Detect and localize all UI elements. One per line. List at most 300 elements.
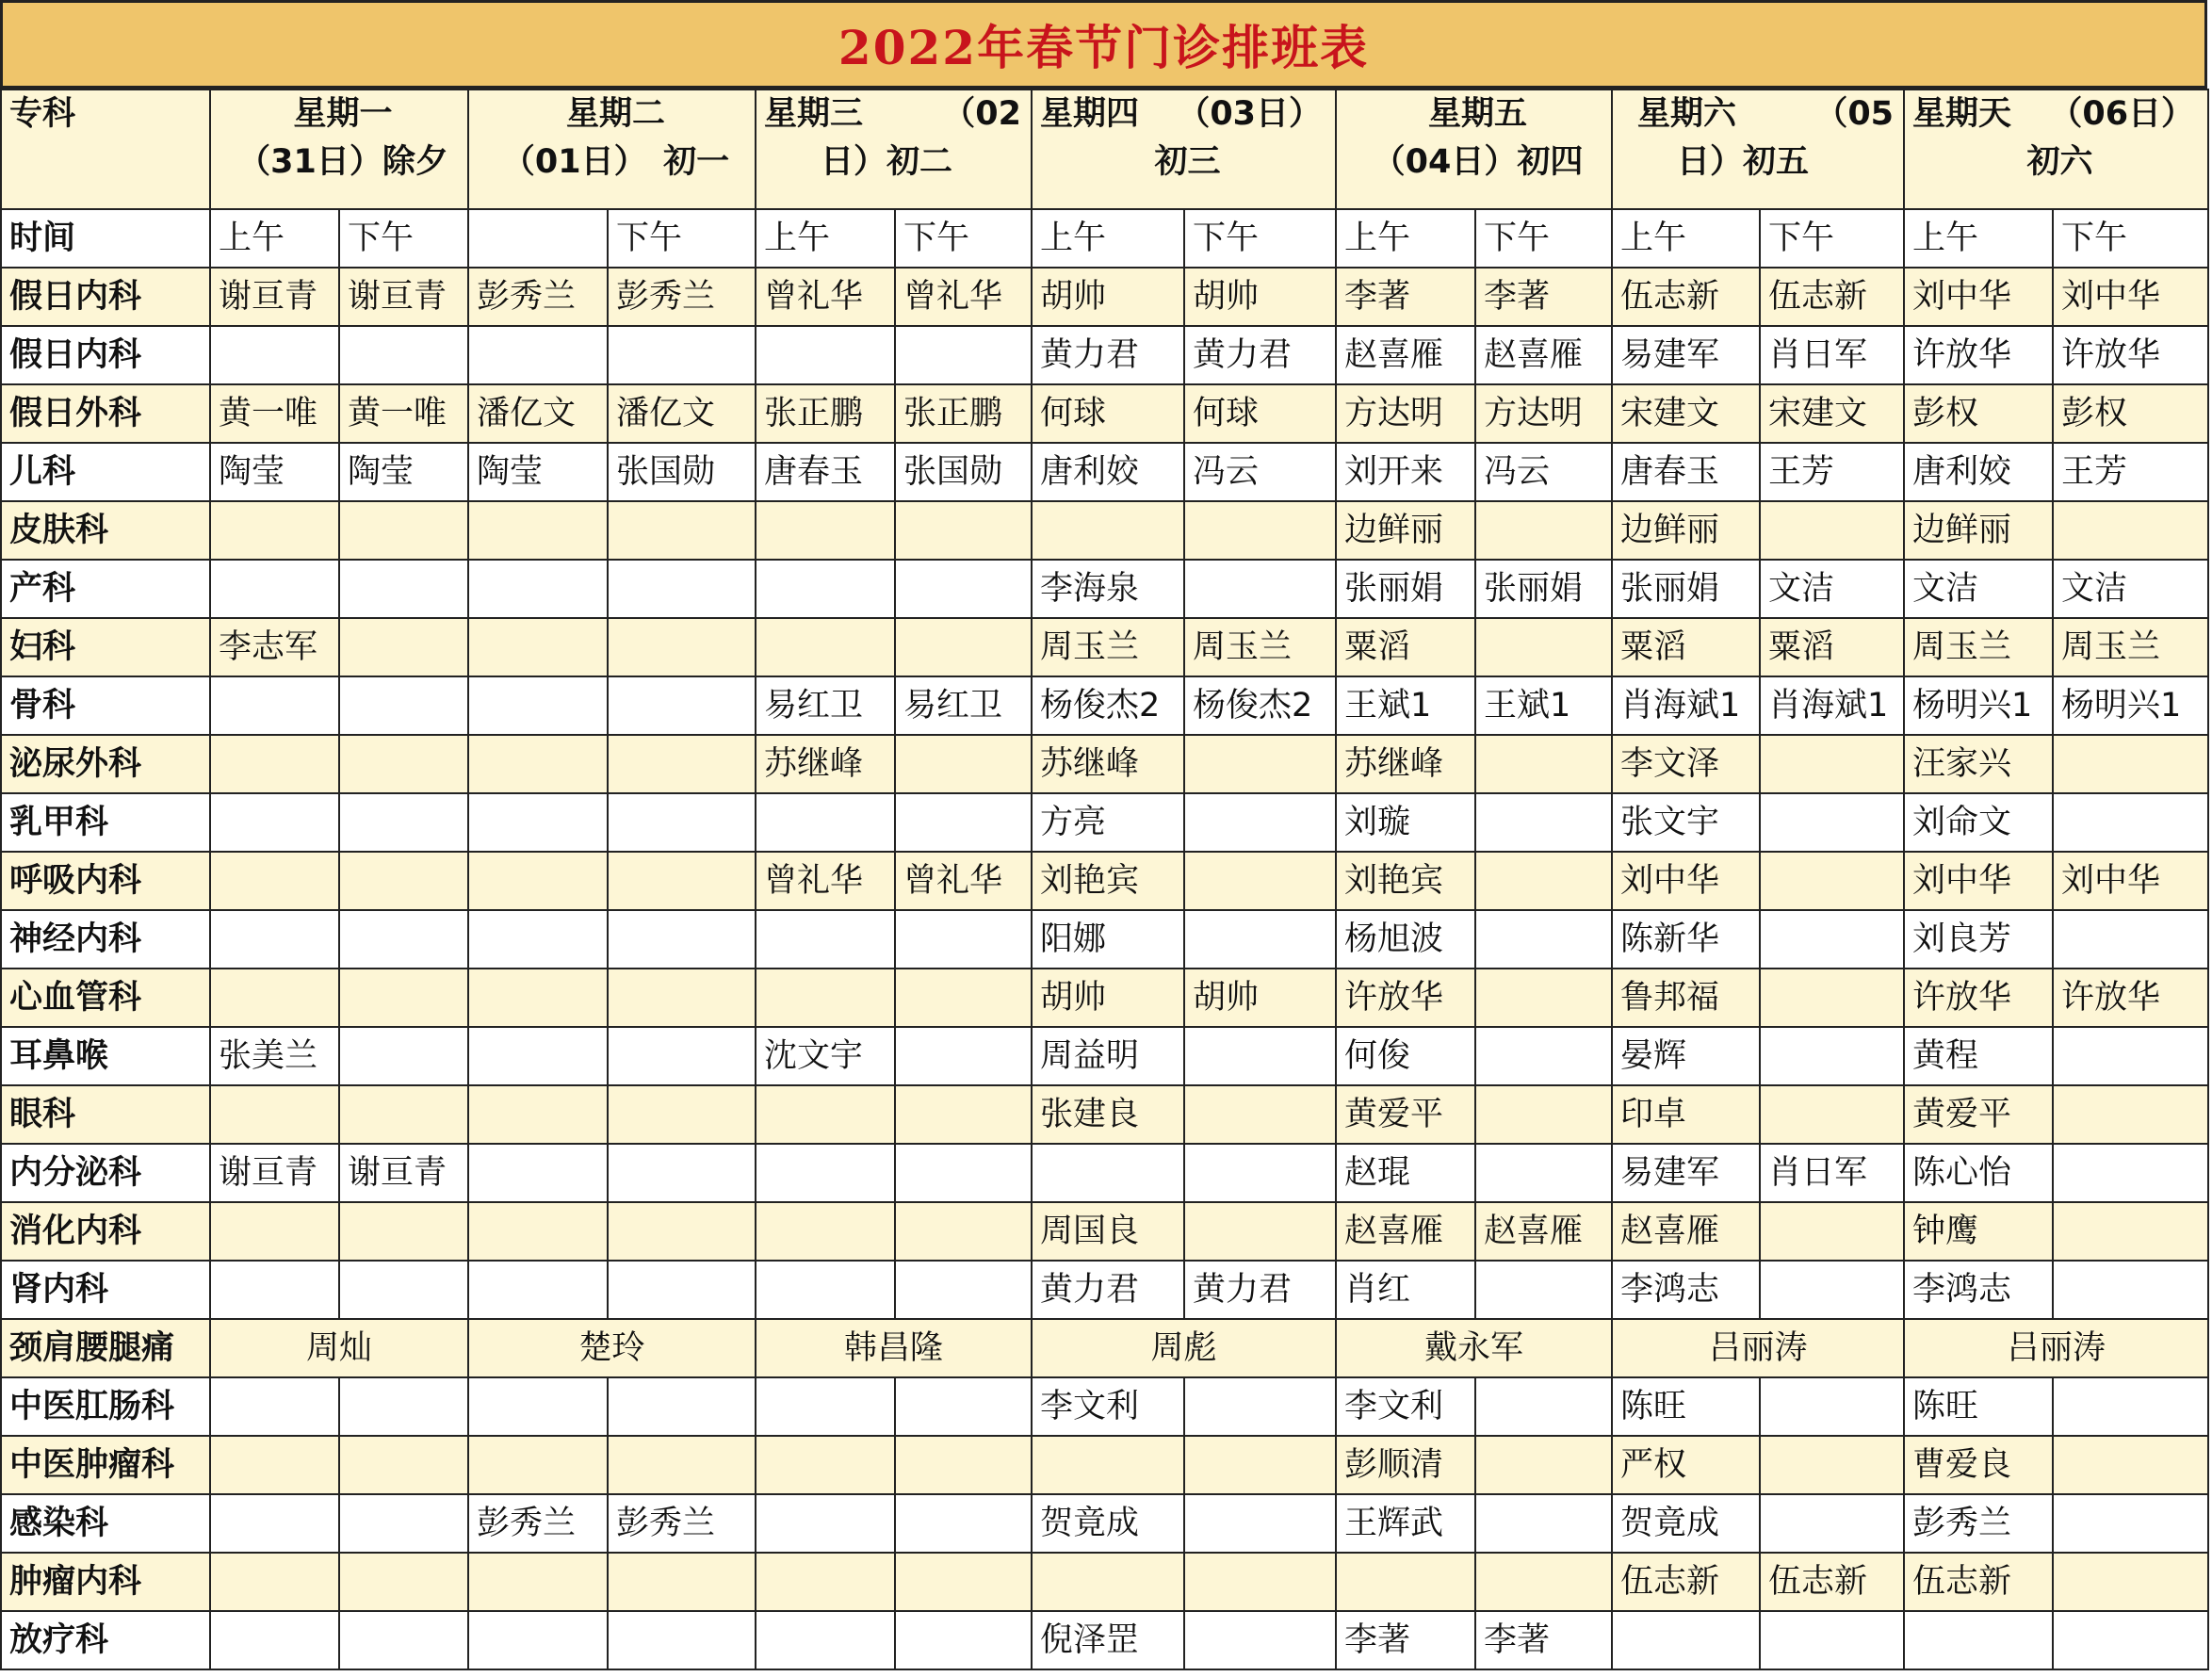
doctor-cell [210,852,339,910]
doctor-cell [1475,1494,1612,1553]
doctor-cell [1184,1553,1336,1611]
doctor-cell: 吕丽涛 [1904,1319,2208,1377]
doctor-cell: 许放华 [1904,969,2053,1027]
doctor-cell: 赵喜雁 [1336,1202,1475,1261]
schedule-title: 2022年春节门诊排班表 [0,0,2207,89]
doctor-cell [1760,793,1904,852]
doctor-cell [756,1144,895,1202]
dept-name: 中医肿瘤科 [1,1436,210,1494]
doctor-cell [210,1494,339,1553]
table-row [1,501,2208,560]
doctor-cell: 李文利 [1336,1377,1475,1436]
doctor-cell: 方亮 [1032,793,1184,852]
doctor-cell: 易建军 [1612,326,1760,384]
doctor-cell [1760,1494,1904,1553]
doctor-cell [1475,1377,1612,1436]
doctor-cell [468,560,608,618]
doctor-cell [1760,1377,1904,1436]
doctor-cell: 黄一唯 [210,384,339,443]
doctor-cell [2053,1611,2208,1669]
doctor-cell: 刘艳宾 [1336,852,1475,910]
day-header-mon: 星期一 （31日）除夕 [210,90,468,209]
doctor-cell: 苏继峰 [1032,735,1184,793]
doctor-cell: 刘中华 [2053,852,2208,910]
doctor-cell: 钟鹰 [1904,1202,2053,1261]
doctor-cell: 粟滔 [1336,618,1475,676]
dept-name: 心血管科 [1,969,210,1027]
table-row [1,1553,2208,1611]
doctor-cell [895,1553,1032,1611]
doctor-cell: 陶莹 [339,443,468,501]
day-header-wed: 星期三 （02 日）初二 [756,90,1032,209]
doctor-cell: 周玉兰 [1904,618,2053,676]
doctor-cell [1184,1494,1336,1553]
doctor-cell [895,1377,1032,1436]
doctor-cell [756,1085,895,1144]
table-row [1,1261,2208,1319]
doctor-cell: 胡帅 [1184,268,1336,326]
time-cell: 下午 [1184,209,1336,268]
doctor-cell [339,1261,468,1319]
dept-name: 肿瘤内科 [1,1553,210,1611]
header-row [1,90,2208,209]
doctor-cell [2053,1202,2208,1261]
doctor-cell [1760,1261,1904,1319]
doctor-cell: 李志军 [210,618,339,676]
doctor-cell [339,1377,468,1436]
doctor-cell [608,1027,756,1085]
doctor-cell: 冯云 [1475,443,1612,501]
doctor-cell: 黄程 [1904,1027,2053,1085]
time-cell: 下午 [1760,209,1904,268]
doctor-cell: 彭秀兰 [1904,1494,2053,1553]
doctor-cell: 黄力君 [1184,1261,1336,1319]
table-row [1,1377,2208,1436]
doctor-cell [1760,910,1904,969]
doctor-cell [608,560,756,618]
doctor-cell [1184,910,1336,969]
time-cell: 下午 [608,209,756,268]
doctor-cell [1184,501,1336,560]
doctor-cell [468,852,608,910]
doctor-cell: 曾礼华 [756,268,895,326]
doctor-cell [210,1085,339,1144]
doctor-cell: 周彪 [1032,1319,1336,1377]
doctor-cell: 李文泽 [1612,735,1760,793]
doctor-cell [1336,1553,1475,1611]
time-cell: 上午 [1336,209,1475,268]
doctor-cell: 许放华 [1904,326,2053,384]
doctor-cell: 赵喜雁 [1336,326,1475,384]
doctor-cell: 陈旺 [1904,1377,2053,1436]
doctor-cell: 伍志新 [1612,268,1760,326]
dept-name: 乳甲科 [1,793,210,852]
doctor-cell [1184,1436,1336,1494]
doctor-cell: 周国良 [1032,1202,1184,1261]
doctor-cell: 谢亘青 [339,268,468,326]
doctor-cell: 许放华 [2053,326,2208,384]
doctor-cell: 王辉武 [1336,1494,1475,1553]
doctor-cell [895,501,1032,560]
doctor-cell [1475,969,1612,1027]
doctor-cell [1184,1027,1336,1085]
table-row [1,268,2208,326]
doctor-cell: 许放华 [1336,969,1475,1027]
doctor-cell: 彭权 [2053,384,2208,443]
doctor-cell [468,676,608,735]
doctor-cell: 肖日军 [1760,326,1904,384]
table-row [1,1494,2208,1553]
doctor-cell: 易建军 [1612,1144,1760,1202]
doctor-cell: 黄一唯 [339,384,468,443]
table-row [1,443,2208,501]
doctor-cell [608,501,756,560]
doctor-cell [1475,735,1612,793]
table-row [1,618,2208,676]
doctor-cell: 文洁 [1904,560,2053,618]
doctor-cell [608,1261,756,1319]
doctor-cell [210,1261,339,1319]
doctor-cell [468,1085,608,1144]
doctor-cell: 张国勋 [608,443,756,501]
table-row [1,1436,2208,1494]
doctor-cell [468,793,608,852]
doctor-cell: 赵喜雁 [1475,1202,1612,1261]
doctor-cell [1904,1611,2053,1669]
doctor-cell [895,1611,1032,1669]
doctor-cell [1184,1144,1336,1202]
day-header-tue: 星期二 （01日） 初一 [468,90,756,209]
dept-name: 妇科 [1,618,210,676]
table-row [1,793,2208,852]
doctor-cell: 冯云 [1184,443,1336,501]
doctor-cell: 王芳 [1760,443,1904,501]
doctor-cell [1475,1553,1612,1611]
doctor-cell [756,1202,895,1261]
doctor-cell: 伍志新 [1760,268,1904,326]
doctor-cell [1760,1202,1904,1261]
doctor-cell: 张国勋 [895,443,1032,501]
dept-name: 骨科 [1,676,210,735]
doctor-cell: 方达明 [1475,384,1612,443]
doctor-cell [210,735,339,793]
doctor-cell: 肖海斌1 [1760,676,1904,735]
doctor-cell [1475,852,1612,910]
doctor-cell: 宋建文 [1760,384,1904,443]
doctor-cell: 伍志新 [1760,1553,1904,1611]
doctor-cell [339,676,468,735]
doctor-cell [339,1085,468,1144]
doctor-cell: 肖海斌1 [1612,676,1760,735]
doctor-cell: 李文利 [1032,1377,1184,1436]
doctor-cell: 李著 [1336,268,1475,326]
table-row [1,1027,2208,1085]
doctor-cell [1475,793,1612,852]
doctor-cell: 王芳 [2053,443,2208,501]
doctor-cell [608,1553,756,1611]
doctor-cell [1184,560,1336,618]
doctor-cell [339,1611,468,1669]
dept-name: 眼科 [1,1085,210,1144]
doctor-cell: 严权 [1612,1436,1760,1494]
dept-name: 儿科 [1,443,210,501]
doctor-cell [1032,1553,1184,1611]
doctor-cell: 李鸿志 [1904,1261,2053,1319]
doctor-cell: 晏辉 [1612,1027,1760,1085]
doctor-cell: 苏继峰 [756,735,895,793]
day-header-sat: 星期六 （05 日）初五 [1612,90,1904,209]
doctor-cell: 唐春玉 [1612,443,1760,501]
doctor-cell [608,1436,756,1494]
doctor-cell: 韩昌隆 [756,1319,1032,1377]
doctor-cell: 何俊 [1336,1027,1475,1085]
doctor-cell [468,326,608,384]
doctor-cell [1760,735,1904,793]
doctor-cell: 易红卫 [756,676,895,735]
doctor-cell: 刘中华 [2053,268,2208,326]
doctor-cell: 唐利姣 [1904,443,2053,501]
doctor-cell [895,735,1032,793]
table-row [1,1144,2208,1202]
doctor-cell: 黄力君 [1184,326,1336,384]
doctor-cell [210,793,339,852]
doctor-cell: 鲁邦福 [1612,969,1760,1027]
doctor-cell [468,1553,608,1611]
doctor-cell [2053,1085,2208,1144]
doctor-cell [608,969,756,1027]
doctor-cell [2053,1144,2208,1202]
doctor-cell: 唐利姣 [1032,443,1184,501]
doctor-cell: 杨俊杰2 [1032,676,1184,735]
doctor-cell: 苏继峰 [1336,735,1475,793]
table-row [1,735,2208,793]
doctor-cell: 潘亿文 [608,384,756,443]
doctor-cell [1032,1144,1184,1202]
dept-name: 内分泌科 [1,1144,210,1202]
doctor-cell [210,1611,339,1669]
doctor-cell: 文洁 [1760,560,1904,618]
doctor-cell: 胡帅 [1032,268,1184,326]
table-row [1,1611,2208,1669]
doctor-cell [1760,501,1904,560]
dept-name: 感染科 [1,1494,210,1553]
table-row [1,560,2208,618]
doctor-cell [1475,1144,1612,1202]
doctor-cell: 边鲜丽 [1904,501,2053,560]
doctor-cell [339,326,468,384]
doctor-cell: 汪家兴 [1904,735,2053,793]
doctor-cell: 彭秀兰 [468,268,608,326]
table-row [1,910,2208,969]
doctor-cell [210,1436,339,1494]
time-row [1,209,2208,268]
doctor-cell: 戴永军 [1336,1319,1612,1377]
dept-name: 神经内科 [1,910,210,969]
doctor-cell [895,969,1032,1027]
doctor-cell [1475,1085,1612,1144]
doctor-cell [210,1553,339,1611]
dept-name: 肾内科 [1,1261,210,1319]
doctor-cell [756,1436,895,1494]
doctor-cell [468,1261,608,1319]
doctor-cell: 陈旺 [1612,1377,1760,1436]
doctor-cell [895,618,1032,676]
doctor-cell: 曾礼华 [895,852,1032,910]
doctor-cell: 陶莹 [210,443,339,501]
doctor-cell: 张正鹏 [756,384,895,443]
doctor-cell [1184,1085,1336,1144]
doctor-cell: 王斌1 [1336,676,1475,735]
table-row [1,1202,2208,1261]
doctor-cell [608,852,756,910]
doctor-cell [1032,501,1184,560]
doctor-cell: 刘璇 [1336,793,1475,852]
doctor-cell: 阳娜 [1032,910,1184,969]
doctor-cell [756,1494,895,1553]
doctor-cell: 杨旭波 [1336,910,1475,969]
doctor-cell [339,1436,468,1494]
doctor-cell [339,969,468,1027]
dept-name: 假日外科 [1,384,210,443]
doctor-cell: 宋建文 [1612,384,1760,443]
doctor-cell: 刘良芳 [1904,910,2053,969]
doctor-cell: 曾礼华 [756,852,895,910]
doctor-cell [756,618,895,676]
doctor-cell [1184,1202,1336,1261]
doctor-cell [1184,793,1336,852]
doctor-cell: 彭秀兰 [608,268,756,326]
doctor-cell [756,1377,895,1436]
doctor-cell: 李鸿志 [1612,1261,1760,1319]
doctor-cell: 周益明 [1032,1027,1184,1085]
doctor-cell: 彭秀兰 [468,1494,608,1553]
doctor-cell [339,1553,468,1611]
day-header-fri: 星期五 （04日）初四 [1336,90,1612,209]
doctor-cell [895,1261,1032,1319]
doctor-cell: 黄爱平 [1336,1085,1475,1144]
doctor-cell [608,735,756,793]
doctor-cell [468,1202,608,1261]
doctor-cell [895,910,1032,969]
dept-name: 呼吸内科 [1,852,210,910]
doctor-cell [339,793,468,852]
doctor-cell: 张建良 [1032,1085,1184,1144]
doctor-cell [1760,1436,1904,1494]
doctor-cell: 张丽娟 [1336,560,1475,618]
table-row [1,1085,2208,1144]
doctor-cell [895,1144,1032,1202]
doctor-cell: 黄力君 [1032,326,1184,384]
doctor-cell: 胡帅 [1032,969,1184,1027]
doctor-cell: 曹爱良 [1904,1436,2053,1494]
doctor-cell: 刘中华 [1612,852,1760,910]
doctor-cell [756,501,895,560]
doctor-cell: 何球 [1032,384,1184,443]
doctor-cell: 刘中华 [1904,852,2053,910]
doctor-cell [2053,735,2208,793]
schedule-table [0,89,2209,1670]
doctor-cell: 刘艳宾 [1032,852,1184,910]
doctor-cell [895,1027,1032,1085]
doctor-cell [468,910,608,969]
time-label: 时间 [1,209,210,268]
doctor-cell [210,676,339,735]
doctor-cell [895,1202,1032,1261]
doctor-cell [756,560,895,618]
doctor-cell [608,618,756,676]
doctor-cell [468,1144,608,1202]
dept-name: 皮肤科 [1,501,210,560]
dept-name: 颈肩腰腿痛 [1,1319,210,1377]
doctor-cell: 黄爱平 [1904,1085,2053,1144]
doctor-cell: 伍志新 [1612,1553,1760,1611]
time-cell: 上午 [1032,209,1184,268]
doctor-cell [339,735,468,793]
doctor-cell: 张文宇 [1612,793,1760,852]
doctor-cell [1032,1436,1184,1494]
table-row [1,676,2208,735]
dept-name: 假日内科 [1,268,210,326]
dept-name: 假日内科 [1,326,210,384]
doctor-cell: 李著 [1475,268,1612,326]
doctor-cell [1475,910,1612,969]
doctor-cell [468,1611,608,1669]
doctor-cell: 肖红 [1336,1261,1475,1319]
doctor-cell: 陈心怡 [1904,1144,2053,1202]
doctor-cell: 伍志新 [1904,1553,2053,1611]
dept-name: 中医肛肠科 [1,1377,210,1436]
doctor-cell: 贺竟成 [1032,1494,1184,1553]
table-row [1,969,2208,1027]
doctor-cell [895,1494,1032,1553]
doctor-cell: 张正鹏 [895,384,1032,443]
doctor-cell: 彭秀兰 [608,1494,756,1553]
doctor-cell: 楚玲 [468,1319,756,1377]
doctor-cell [1760,1611,1904,1669]
doctor-cell: 王斌1 [1475,676,1612,735]
doctor-cell [1184,852,1336,910]
doctor-cell: 唐春玉 [756,443,895,501]
doctor-cell: 周玉兰 [1184,618,1336,676]
doctor-cell [1184,1377,1336,1436]
doctor-cell: 谢亘青 [210,1144,339,1202]
doctor-cell [895,1085,1032,1144]
doctor-cell [608,793,756,852]
doctor-cell: 贺竟成 [1612,1494,1760,1553]
doctor-cell [1760,1085,1904,1144]
doctor-cell [210,326,339,384]
doctor-cell: 陶莹 [468,443,608,501]
doctor-cell [2053,1494,2208,1553]
doctor-cell [339,1027,468,1085]
dept-header: 专科 [1,90,210,209]
doctor-cell: 肖日军 [1760,1144,1904,1202]
doctor-cell [339,618,468,676]
doctor-cell: 粟滔 [1760,618,1904,676]
dept-name: 产科 [1,560,210,618]
doctor-cell [468,618,608,676]
dept-name: 放疗科 [1,1611,210,1669]
table-row [1,384,2208,443]
doctor-cell [210,969,339,1027]
doctor-cell [756,910,895,969]
doctor-cell [210,1202,339,1261]
doctor-cell: 许放华 [2053,969,2208,1027]
doctor-cell [756,1261,895,1319]
doctor-cell [1760,969,1904,1027]
doctor-cell [1760,852,1904,910]
table-row [1,852,2208,910]
